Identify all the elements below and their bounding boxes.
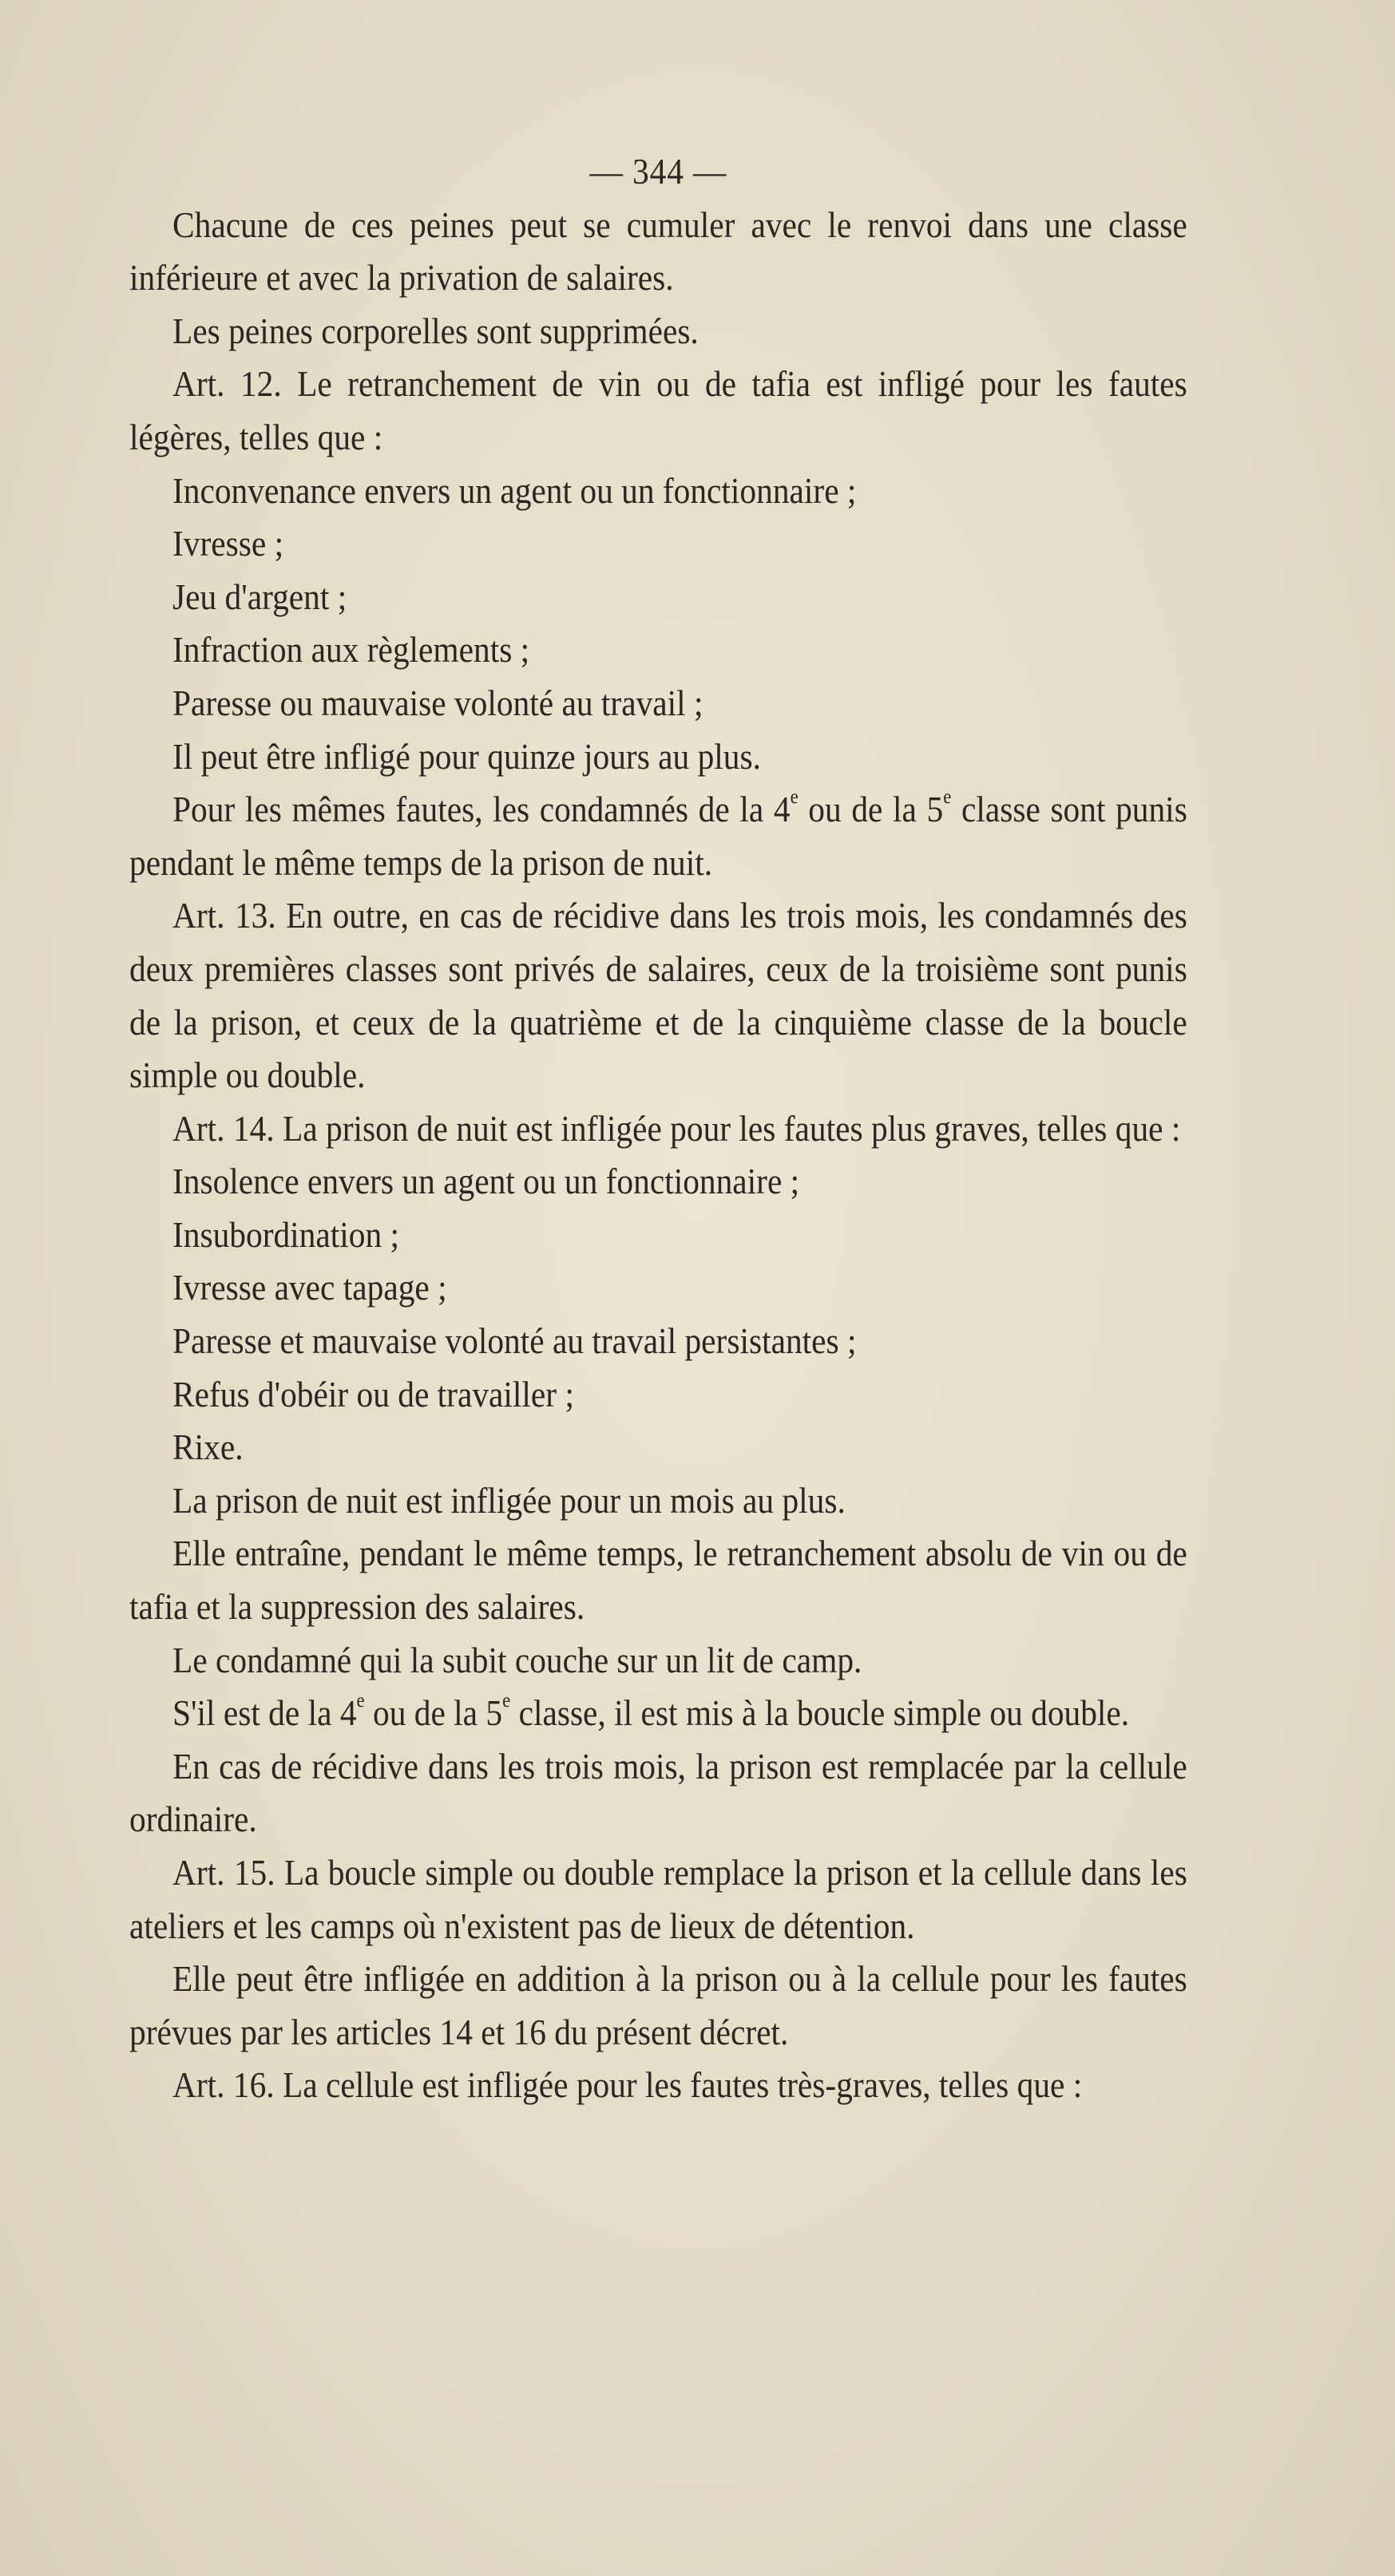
list-item: Inconvenance envers un agent ou un fonctionnaire ;: [172, 469, 857, 511]
body-text: [129, 199, 1187, 2112]
page-number: — 344 —: [589, 151, 727, 192]
list-item: Infraction aux règlements ;: [172, 629, 530, 671]
paragraph: Chacune de ces peines peut se cumuler avec le renvoi dans une classe inférieure et avec la privation de salaires.: [129, 204, 1187, 299]
paragraph: Art. 15. La boucle simple ou double remplace la prison et la cellule dans les ateliers et les camps où n'existent pas de lieux de détention.: [129, 1852, 1187, 1946]
paragraph: Art. 14. La prison de nuit est infligée pour les fautes plus graves, telles que :: [172, 1107, 1181, 1149]
paragraph: En cas de récidive dans les trois mois, la prison est remplacée par la cellule ordinaire.: [129, 1745, 1187, 1840]
list-item: Ivresse ;: [172, 523, 284, 564]
list-item: Insolence envers un agent ou un fonctionnaire ;: [172, 1161, 800, 1202]
list-item: Paresse ou mauvaise volonté au travail ;: [172, 682, 703, 723]
paragraph: Elle peut être infligée en addition à la prison ou à la cellule pour les fautes prévues par les articles 14 et 16 du présent décret.: [129, 1958, 1187, 2052]
paragraph: Il peut être infligé pour quinze jours au plus.: [172, 735, 761, 777]
list-item: Rixe.: [172, 1426, 244, 1468]
paragraph: Art. 13. En outre, en cas de récidive dans les trois mois, les condamnés des deux premières classes sont privés de salaires, ceux de la troisième sont punis de la prison, et ceux de la quatrième et de la cinquième classe de la boucle simple ou double.: [129, 895, 1187, 1096]
paragraph: Le condamné qui la subit couche sur un lit de camp.: [172, 1639, 862, 1680]
paragraph: Elle entraîne, pendant le même temps, le retranchement absolu de vin ou de tafia et la suppression des salaires.: [129, 1533, 1187, 1628]
list-item: Ivresse avec tapage ;: [172, 1267, 447, 1308]
paragraph: Les peines corporelles sont supprimées.: [172, 310, 699, 351]
list-item: Jeu d'argent ;: [172, 576, 347, 617]
list-item: Paresse et mauvaise volonté au travail persistantes ;: [172, 1320, 857, 1362]
paragraph: Pour les mêmes fautes, les condamnés de la 4e ou de la 5e classe sont punis pendant le même temps de la prison de nuit.: [129, 785, 1187, 883]
text-block: [129, 145, 1187, 2112]
list-item: Refus d'obéir ou de travailler ;: [172, 1373, 574, 1415]
paragraph: Art. 12. Le retranchement de vin ou de tafia est infligé pour les fautes légères, telles que :: [129, 363, 1187, 457]
paragraph: S'il est de la 4e ou de la 5e classe, il est mis à la boucle simple ou double.: [172, 1689, 1130, 1734]
paragraph: Art. 16. La cellule est infligée pour les fautes très-graves, telles que :: [172, 2064, 1083, 2106]
list-item: Insubordination ;: [172, 1213, 400, 1255]
paragraph: La prison de nuit est infligée pour un mois au plus.: [172, 1479, 846, 1521]
